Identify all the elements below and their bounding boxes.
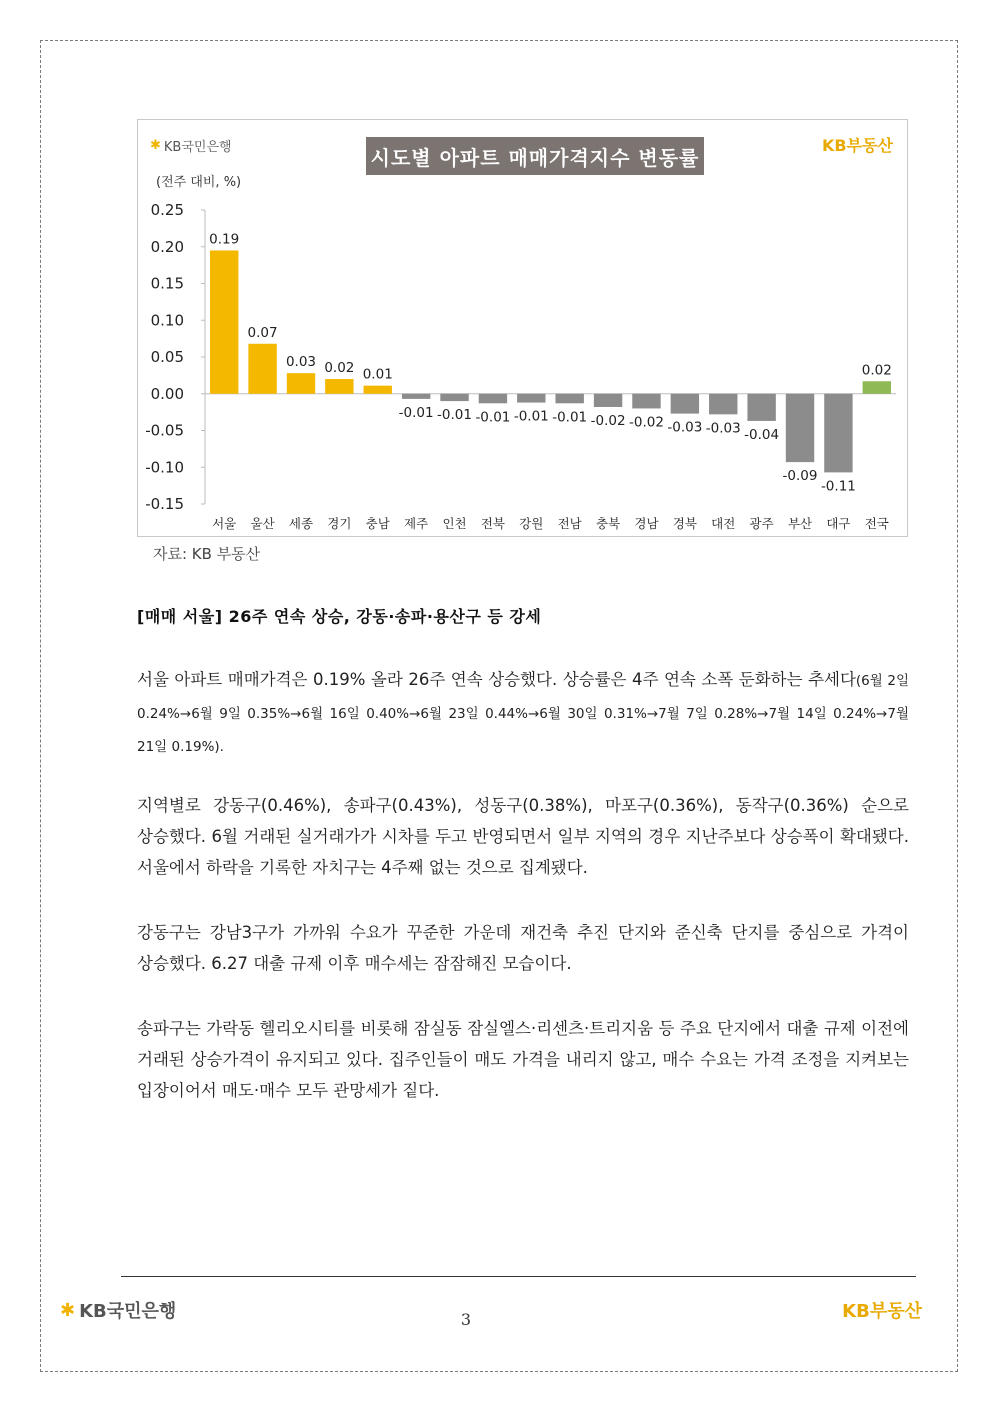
data-label-경북: -0.03 <box>667 419 703 436</box>
paragraph-2: 지역별로 강동구(0.46%), 송파구(0.43%), 성동구(0.38%), 마포구(0.36%), 동작구(0.36%) 순으로 상승했다. 6월 거래된 실거래가가 시차를 두고 반영되면서 일부 지역의 경우 지난주보다 상승폭이 확대됐다. 서울에서 하락을 기록한 자치구는 4주째 없는 것으로 집계됐다. <box>137 796 909 877</box>
bar-제주 <box>402 394 430 399</box>
category-label-대구: 대구 <box>826 516 851 531</box>
category-label-전남: 전남 <box>557 516 582 531</box>
data-label-서울: 0.19 <box>209 231 240 248</box>
bar-경기 <box>325 379 353 394</box>
y-tick-label: 0.10 <box>150 311 184 330</box>
y-tick-label: 0.15 <box>150 274 184 293</box>
kb-star-icon: ✱ <box>60 1299 76 1321</box>
chart-unit-label: (전주 대비, %) <box>156 175 242 190</box>
bar-경남 <box>632 394 660 409</box>
paragraph-1-detail: (6월 2일 0.24%→6월 9일 0.35%→6월 16일 0.40%→6월 23일 0.44%→6월 30일 0.31%→7월 7일 0.28%→7월 14일 0.24%→7월 21일 0.19%). <box>137 673 909 755</box>
bar-대전 <box>709 394 737 415</box>
category-label-세종: 세종 <box>288 516 314 531</box>
category-label-충북: 충북 <box>596 516 621 531</box>
data-label-대전: -0.03 <box>705 420 741 437</box>
bar-서울 <box>210 250 238 393</box>
data-label-대구: -0.11 <box>820 478 856 495</box>
category-label-강원: 강원 <box>519 516 544 531</box>
category-label-서울: 서울 <box>212 516 237 531</box>
y-tick-label: -0.05 <box>145 421 184 440</box>
chart-source: 자료: KB 부동산 <box>153 545 261 563</box>
y-tick-label: 0.05 <box>150 348 184 366</box>
bar-대구 <box>824 394 852 473</box>
bar-광주 <box>747 394 775 421</box>
bar-전북 <box>479 394 507 404</box>
bar-전남 <box>555 394 583 404</box>
chart-container <box>137 119 908 537</box>
bar-울산 <box>248 344 276 394</box>
paragraph-1 <box>137 664 909 763</box>
bar-세종 <box>287 373 315 394</box>
bar-전국 <box>863 381 891 393</box>
category-label-광주: 광주 <box>749 516 774 531</box>
category-label-경남: 경남 <box>634 516 659 531</box>
page-number: 3 <box>460 1310 472 1329</box>
paragraph-1-main: 서울 아파트 매매가격은 0.19% 올라 26주 연속 상승했다. 상승률은 4주 연속 소폭 둔화하는 추세다 <box>137 670 856 689</box>
category-label-대전: 대전 <box>711 516 736 531</box>
data-label-인천: -0.01 <box>437 407 472 424</box>
y-tick-label: -0.15 <box>145 495 184 513</box>
data-label-세종: 0.03 <box>285 354 317 371</box>
footer-realestate-logo: KB부동산 <box>842 1301 922 1322</box>
category-label-전북: 전북 <box>480 516 505 531</box>
data-label-광주: -0.04 <box>744 426 780 443</box>
data-label-경남: -0.02 <box>629 414 664 431</box>
data-label-충북: -0.02 <box>590 412 626 429</box>
data-label-강원: -0.01 <box>513 408 549 425</box>
data-label-전국: 0.02 <box>861 362 892 379</box>
category-label-충남: 충남 <box>365 516 390 531</box>
y-tick-label: 0.20 <box>150 237 184 256</box>
data-label-제주: -0.01 <box>398 404 434 421</box>
data-label-경기: 0.02 <box>324 360 355 377</box>
paragraph-3: 강동구는 강남3구가 가까워 수요가 꾸준한 가운데 재건축 추진 단지와 준신축 단지를 중심으로 가격이 상승했다. 6.27 대출 규제 이후 매수세는 잠잠해진 모습이다. <box>137 923 909 973</box>
paragraph-4: 송파구는 가락동 헬리오시티를 비롯해 잠실동 잠실엘스·리센츠·트리지움 등 주요 단지에서 대출 규제 이전에 거래된 상승가격이 유지되고 있다. 집주인들이 매도 가격을 내리지 않고, 매수 수요는 가격 조정을 지켜보는 입장이어서 매도·매수 모두 관망세가 짙다. <box>137 1019 909 1100</box>
y-tick-label: -0.10 <box>145 458 184 477</box>
data-label-전남: -0.01 <box>552 409 588 426</box>
footer-divider <box>121 1276 916 1277</box>
data-label-부산: -0.09 <box>782 468 818 485</box>
bar-충남 <box>364 386 392 394</box>
bar-강원 <box>517 394 545 403</box>
chart-bank-logo: ✱ KB국민은행 <box>150 138 232 155</box>
y-tick-label: 0.25 <box>150 201 184 219</box>
bar-부산 <box>786 394 814 462</box>
category-label-경기: 경기 <box>327 516 352 531</box>
category-label-인천: 인천 <box>442 516 467 531</box>
data-label-울산: 0.07 <box>247 324 278 341</box>
data-label-충남: 0.01 <box>362 366 393 383</box>
bar-경북 <box>671 394 699 414</box>
category-label-제주: 제주 <box>404 516 429 531</box>
bar-chart <box>138 120 909 538</box>
bar-충북 <box>594 394 622 407</box>
kb-star-icon: ✱ <box>150 138 161 153</box>
category-label-부산: 부산 <box>787 516 813 531</box>
chart-title: 시도별 아파트 매매가격지수 변동률 <box>366 137 704 175</box>
bar-인천 <box>440 394 468 401</box>
category-label-전국: 전국 <box>864 516 889 531</box>
category-label-경북: 경북 <box>672 516 697 531</box>
footer-bank-logo: ✱ KB국민은행 <box>60 1299 177 1322</box>
data-label-전북: -0.01 <box>475 409 511 426</box>
chart-realestate-logo: KB부동산 <box>822 136 893 155</box>
section-heading: [매매 서울] 26주 연속 상승, 강동·송파·용산구 등 강세 <box>137 607 542 626</box>
y-tick-label: 0.00 <box>150 384 184 403</box>
category-label-울산: 울산 <box>250 516 275 531</box>
